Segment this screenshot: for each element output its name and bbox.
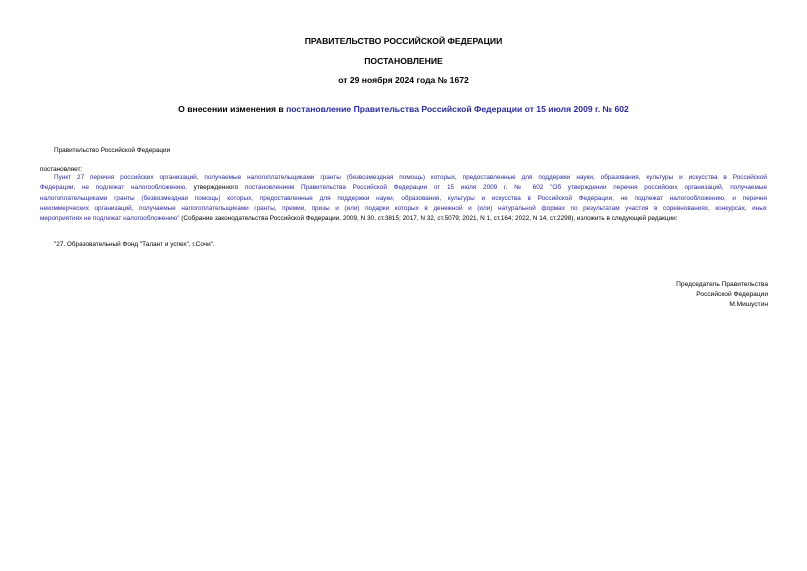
paragraph-row-2 — [40, 183, 767, 193]
paragraph-row-3 — [40, 194, 767, 204]
para-link-decree[interactable]: постановлением Правительства Российской Федерации от 15 июля 2009 г. № 602 "Об утверждении перечня российских организаций, получаемые — [244, 184, 767, 192]
government-label: Правительство Российской Федерации — [54, 147, 171, 154]
amendment-paragraph — [40, 173, 767, 224]
para-link-decree-cont-2[interactable]: некоммерческих организаций, получаемые налогоплательщиками гранты, премии, призы и (или) подарки которых в денежной и (или) натуральной формах по результатам участия в соревнованиях, конкурсах, иных — [40, 204, 767, 212]
document-type-heading: ПОСТАНОВЛЕНИЕ — [364, 56, 443, 66]
document-title — [0, 104, 807, 115]
title-link[interactable]: постановление Правительства Российской Федерации от 15 июля 2009 г. № 602 — [286, 104, 629, 114]
para-link-decree-cont-1[interactable]: налогоплательщиками гранты (безвозмездная помощь) которых, предоставленные для поддержки науки, образования, культуры и искусства в Российской Федерации, не подлежат налогообложению, и перечня — [40, 194, 767, 202]
government-heading: ПРАВИТЕЛЬСТВО РОССИЙСКОЙ ФЕДЕРАЦИИ — [304, 36, 503, 46]
para-link-item27-cont[interactable]: Федерации, не подлежат налогообложению, — [40, 184, 187, 192]
para-link-decree-cont-3[interactable]: мероприятиях не подлежат налогообложению" — [40, 215, 180, 223]
para-text-sources: (Собрание законодательства Российской Федерации, 2009, N 30, ст.3815; 2017, N 32, ст.5079; 2021, N 1, ст.164; 2022, N 14, ст.2298), изложить в следующей редакции: — [179, 215, 678, 223]
paragraph-row-4 — [40, 204, 767, 214]
signature-name: М.Мишустин — [729, 301, 768, 308]
para-link-item27[interactable]: Пункт 27 перечня российских организаций, получаемые налогоплательщиками гранты (безвозмездная помощь) которых, предоставленные для поддержки науки, образования, культуры и искусства в Российской — [54, 174, 767, 181]
title-prefix: О внесении изменения в — [178, 104, 287, 114]
resolves-label: постановляет: — [40, 166, 83, 173]
paragraph-row-5 — [40, 214, 767, 224]
signature-role-line-1: Председатель Правительства — [676, 281, 768, 288]
para-text-approved: утвержденного — [186, 184, 245, 192]
signature-role-line-2: Российской Федерации — [696, 291, 768, 298]
paragraph-row-1 — [40, 173, 767, 183]
date-number-heading: от 29 ноября 2024 года № 1672 — [338, 75, 469, 85]
new-item-27: "27. Образовательный Фонд "Талант и успех", г.Сочи". — [54, 241, 215, 248]
